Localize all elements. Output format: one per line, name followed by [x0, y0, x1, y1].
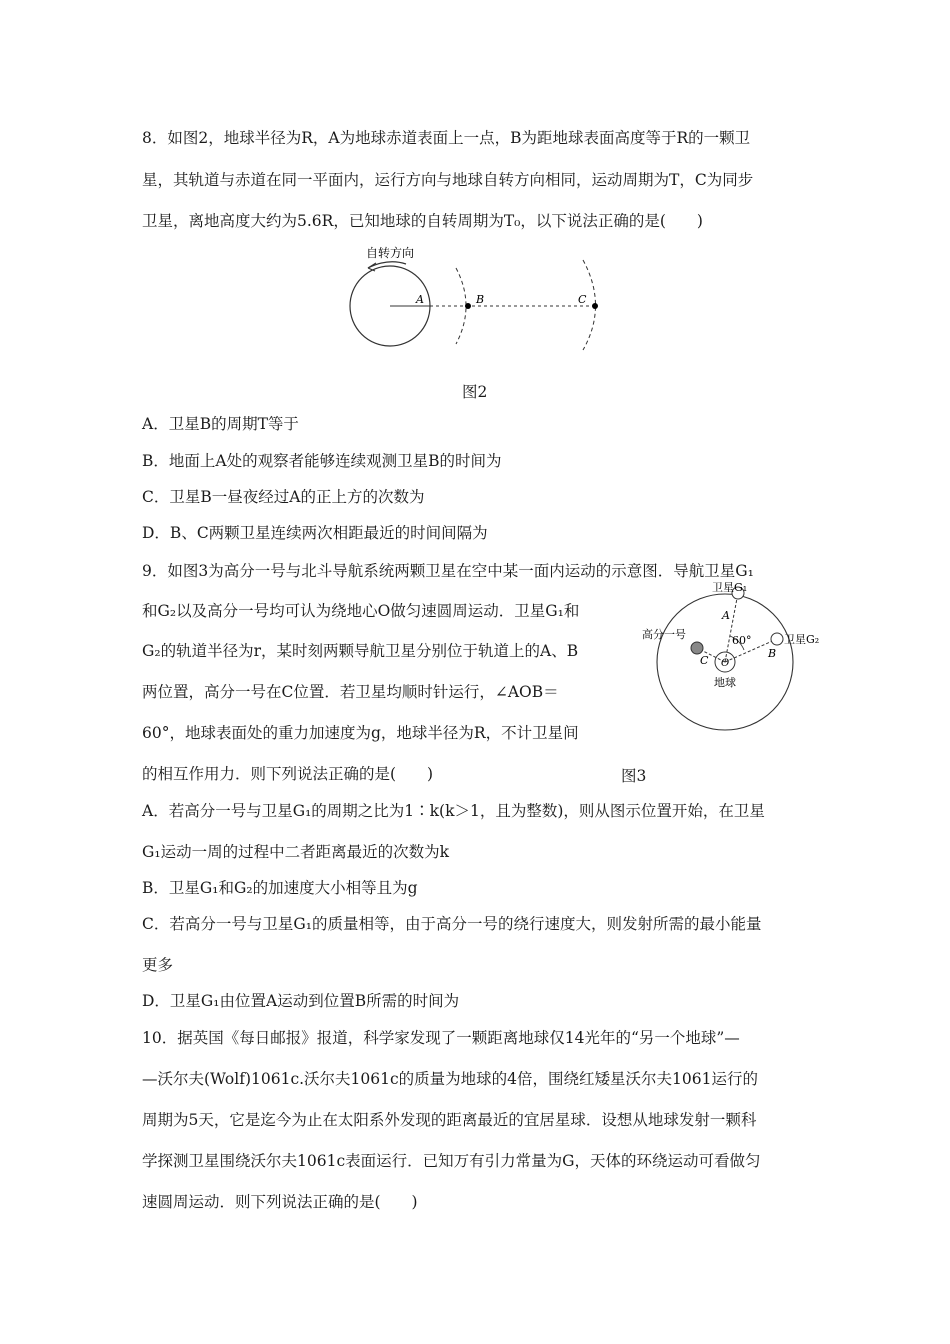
- figure-2-caption: 图2: [462, 383, 488, 401]
- label-a: A: [722, 609, 730, 622]
- q10-line-2: —沃尔夫(Wolf)1061c.沃尔夫1061c的质量为地球的4倍，围绕红矮星沃尔夫1061运行的: [142, 1070, 758, 1088]
- rotation-label: 自转方向: [366, 246, 415, 260]
- label-c: C: [578, 293, 587, 306]
- label-o: O: [721, 658, 730, 669]
- label-a: A: [416, 293, 424, 306]
- q8-option-a: A．卫星B的周期T等于: [142, 415, 299, 433]
- q8-line-3: 卫星，离地高度大约为5.6R，已知地球的自转周期为T₀，以下说法正确的是( ): [142, 212, 703, 230]
- q10-line-3: 周期为5天，它是迄今为止在太阳系外发现的距离最近的宜居星球．设想从地球发射一颗科: [142, 1111, 757, 1129]
- figure-3-caption: 图3: [621, 767, 647, 785]
- q9-line-3: G₂的轨道半径为r，某时刻两颗导航卫星分别位于轨道上的A、B: [142, 642, 579, 660]
- q9-line-1: 9．如图3为高分一号与北斗导航系统两颗卫星在空中某一面内运动的示意图．导航卫星G₁: [142, 562, 754, 580]
- q9-line-5: 60°，地球表面处的重力加速度为g，地球半径为R，不计卫星间: [142, 724, 579, 742]
- label-c: C: [700, 654, 709, 667]
- label-sat-g1: 卫星G₁: [712, 582, 748, 594]
- q9-option-a-1: A．若高分一号与卫星G₁的周期之比为1∶k(k＞1，且为整数)，则从图示位置开始，在卫星: [142, 802, 765, 820]
- figure-2: [340, 240, 620, 355]
- q9-option-a-2: G₁运动一周的过程中二者距离最近的次数为k: [142, 843, 449, 861]
- label-gaofen: 高分一号: [642, 628, 686, 641]
- satellite-g2-circle: [771, 633, 783, 645]
- q9-line-2: 和G₂以及高分一号均可认为绕地心O做匀速圆周运动．卫星G₁和: [142, 602, 580, 620]
- q9-option-b: B．卫星G₁和G₂的加速度大小相等且为g: [142, 879, 418, 897]
- q10-line-5: 速圆周运动．则下列说法正确的是( ): [142, 1193, 418, 1211]
- q9-option-d: D．卫星G₁由位置A运动到位置B所需的时间为: [142, 992, 460, 1010]
- q8-option-b: B．地面上A处的观察者能够连续观测卫星B的时间为: [142, 452, 502, 470]
- q8-option-d: D．B、C两颗卫星连续两次相距最近的时间间隔为: [142, 524, 488, 542]
- label-earth: 地球: [714, 676, 736, 689]
- q10-line-1: 10．据英国《每日邮报》报道，科学家发现了一颗距离地球仅14光年的“另一个地球”—: [142, 1029, 740, 1047]
- label-angle: 60°: [732, 634, 752, 647]
- figure-3: [640, 582, 830, 752]
- q9-option-c-2: 更多: [142, 956, 174, 974]
- q8-line-2: 星，其轨道与赤道在同一平面内，运行方向与地球自转方向相同，运动周期为T，C为同步: [142, 171, 754, 189]
- q8-option-c: C．卫星B一昼夜经过A的正上方的次数为: [142, 488, 425, 506]
- satellite-c-dot: [592, 303, 598, 309]
- q8-line-1: 8．如图2，地球半径为R，A为地球赤道表面上一点，B为距地球表面高度等于R的一颗卫: [142, 129, 751, 147]
- gaofen-satellite: [691, 642, 703, 654]
- label-b: B: [768, 647, 777, 660]
- q9-option-c-1: C．若高分一号与卫星G₁的质量相等，由于高分一号的绕行速度大，则发射所需的最小能量: [142, 915, 762, 933]
- label-b: B: [476, 293, 485, 306]
- q9-line-6: 的相互作用力．则下列说法正确的是( ): [142, 765, 434, 783]
- q10-line-4: 学探测卫星围绕沃尔夫1061c表面运行．已知万有引力常量为G，天体的环绕运动可看做匀: [142, 1152, 761, 1170]
- q9-line-4: 两位置，高分一号在C位置．若卫星均顺时针运行，∠AOB＝: [142, 683, 559, 701]
- label-sat-g2: 卫星G₂: [784, 633, 820, 646]
- satellite-b-dot: [465, 303, 471, 309]
